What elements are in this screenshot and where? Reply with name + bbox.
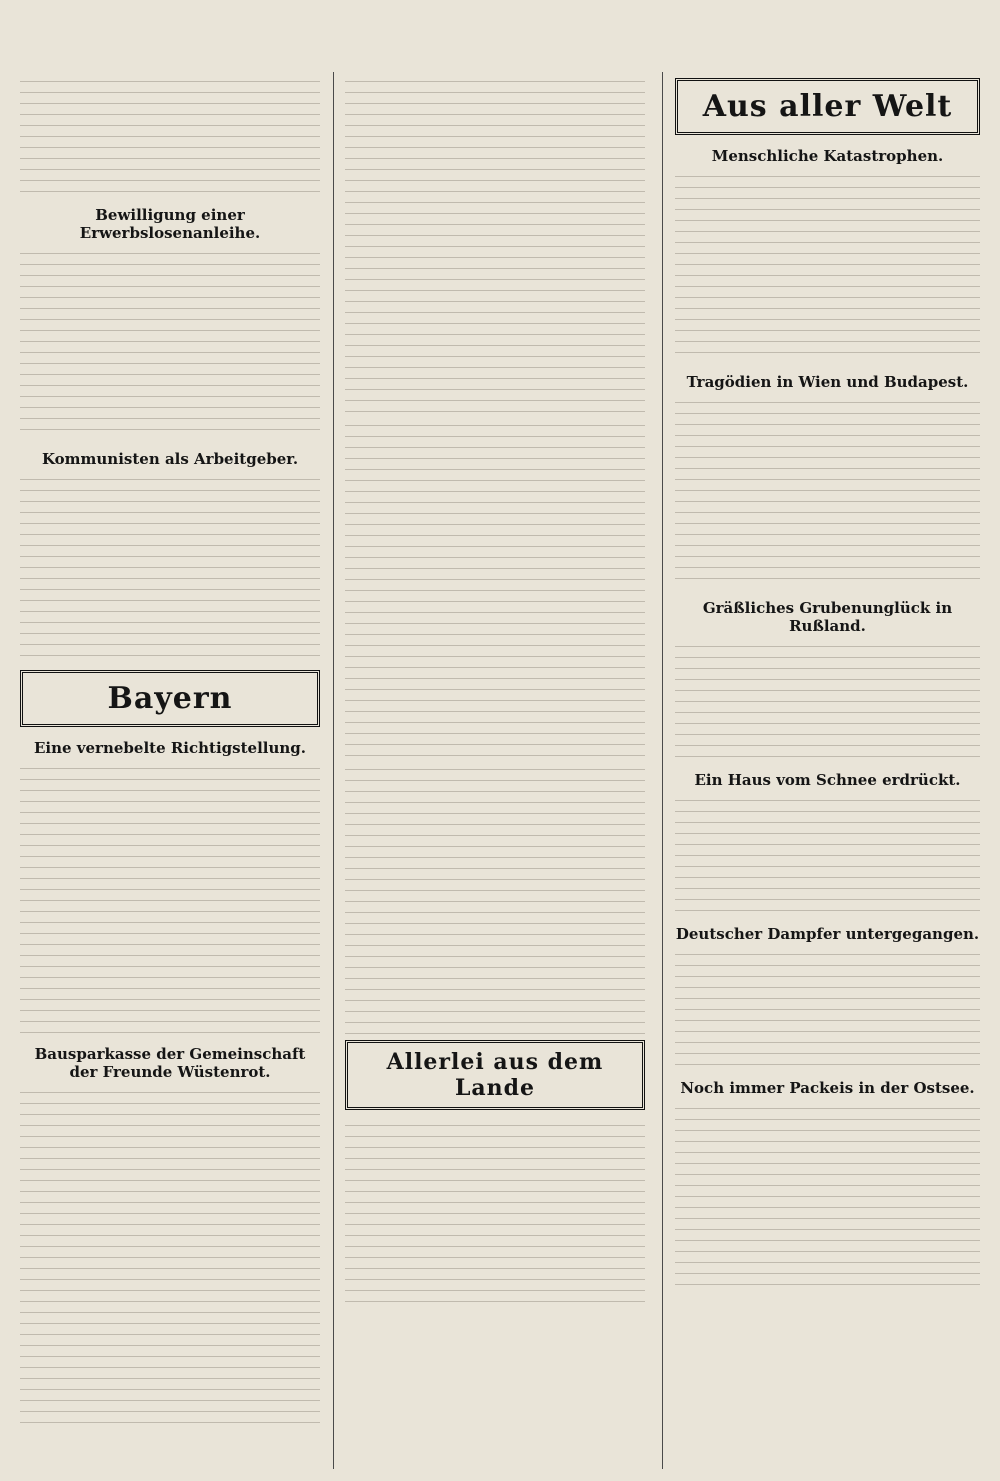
headline: Kommunisten als Arbeitgeber. (41, 450, 299, 468)
headline: Bewilligung einer Erwerbslosenanleihe. (79, 206, 261, 242)
article-body (20, 76, 320, 194)
article-body (345, 1120, 645, 1310)
article-body (675, 641, 980, 759)
article-body (345, 420, 645, 760)
headline: Tragödien in Wien und Budapest. (686, 373, 969, 391)
article-body (20, 763, 320, 1033)
headline: Ein Haus vom Schnee erdrückt. (694, 771, 961, 789)
headline: Eine vernebelte Richtigstellung. (34, 739, 306, 757)
article-body (675, 171, 980, 361)
column-left (20, 72, 320, 1469)
headline: Deutscher Dampfer untergegangen. (675, 925, 980, 943)
article-body (345, 76, 645, 416)
column-rule (662, 72, 663, 1469)
headline: Gräßliches Grubenunglück in Rußland. (702, 599, 953, 635)
section-banner-allerlei: Allerlei aus dem Lande (345, 1040, 645, 1110)
headline: Menschliche Katastrophen. (711, 147, 944, 165)
article-body (20, 474, 320, 664)
article-body (675, 949, 980, 1067)
column-right (675, 72, 980, 1469)
article-body (20, 1087, 320, 1427)
article-body (20, 248, 320, 438)
headline: Bausparkasse der Gemeinschaft der Freunde Wüstenrot. (34, 1045, 306, 1081)
article-body (675, 1103, 980, 1293)
headline: Noch immer Packeis in der Ostsee. (680, 1079, 975, 1097)
article-body (675, 795, 980, 913)
section-banner-bayern: Bayern (20, 670, 320, 727)
section-banner-aus-aller-welt: Aus aller Welt (675, 78, 980, 135)
column-rule (333, 72, 334, 1469)
column-middle (345, 72, 645, 1469)
article-body (345, 764, 645, 1034)
article-body (675, 397, 980, 587)
